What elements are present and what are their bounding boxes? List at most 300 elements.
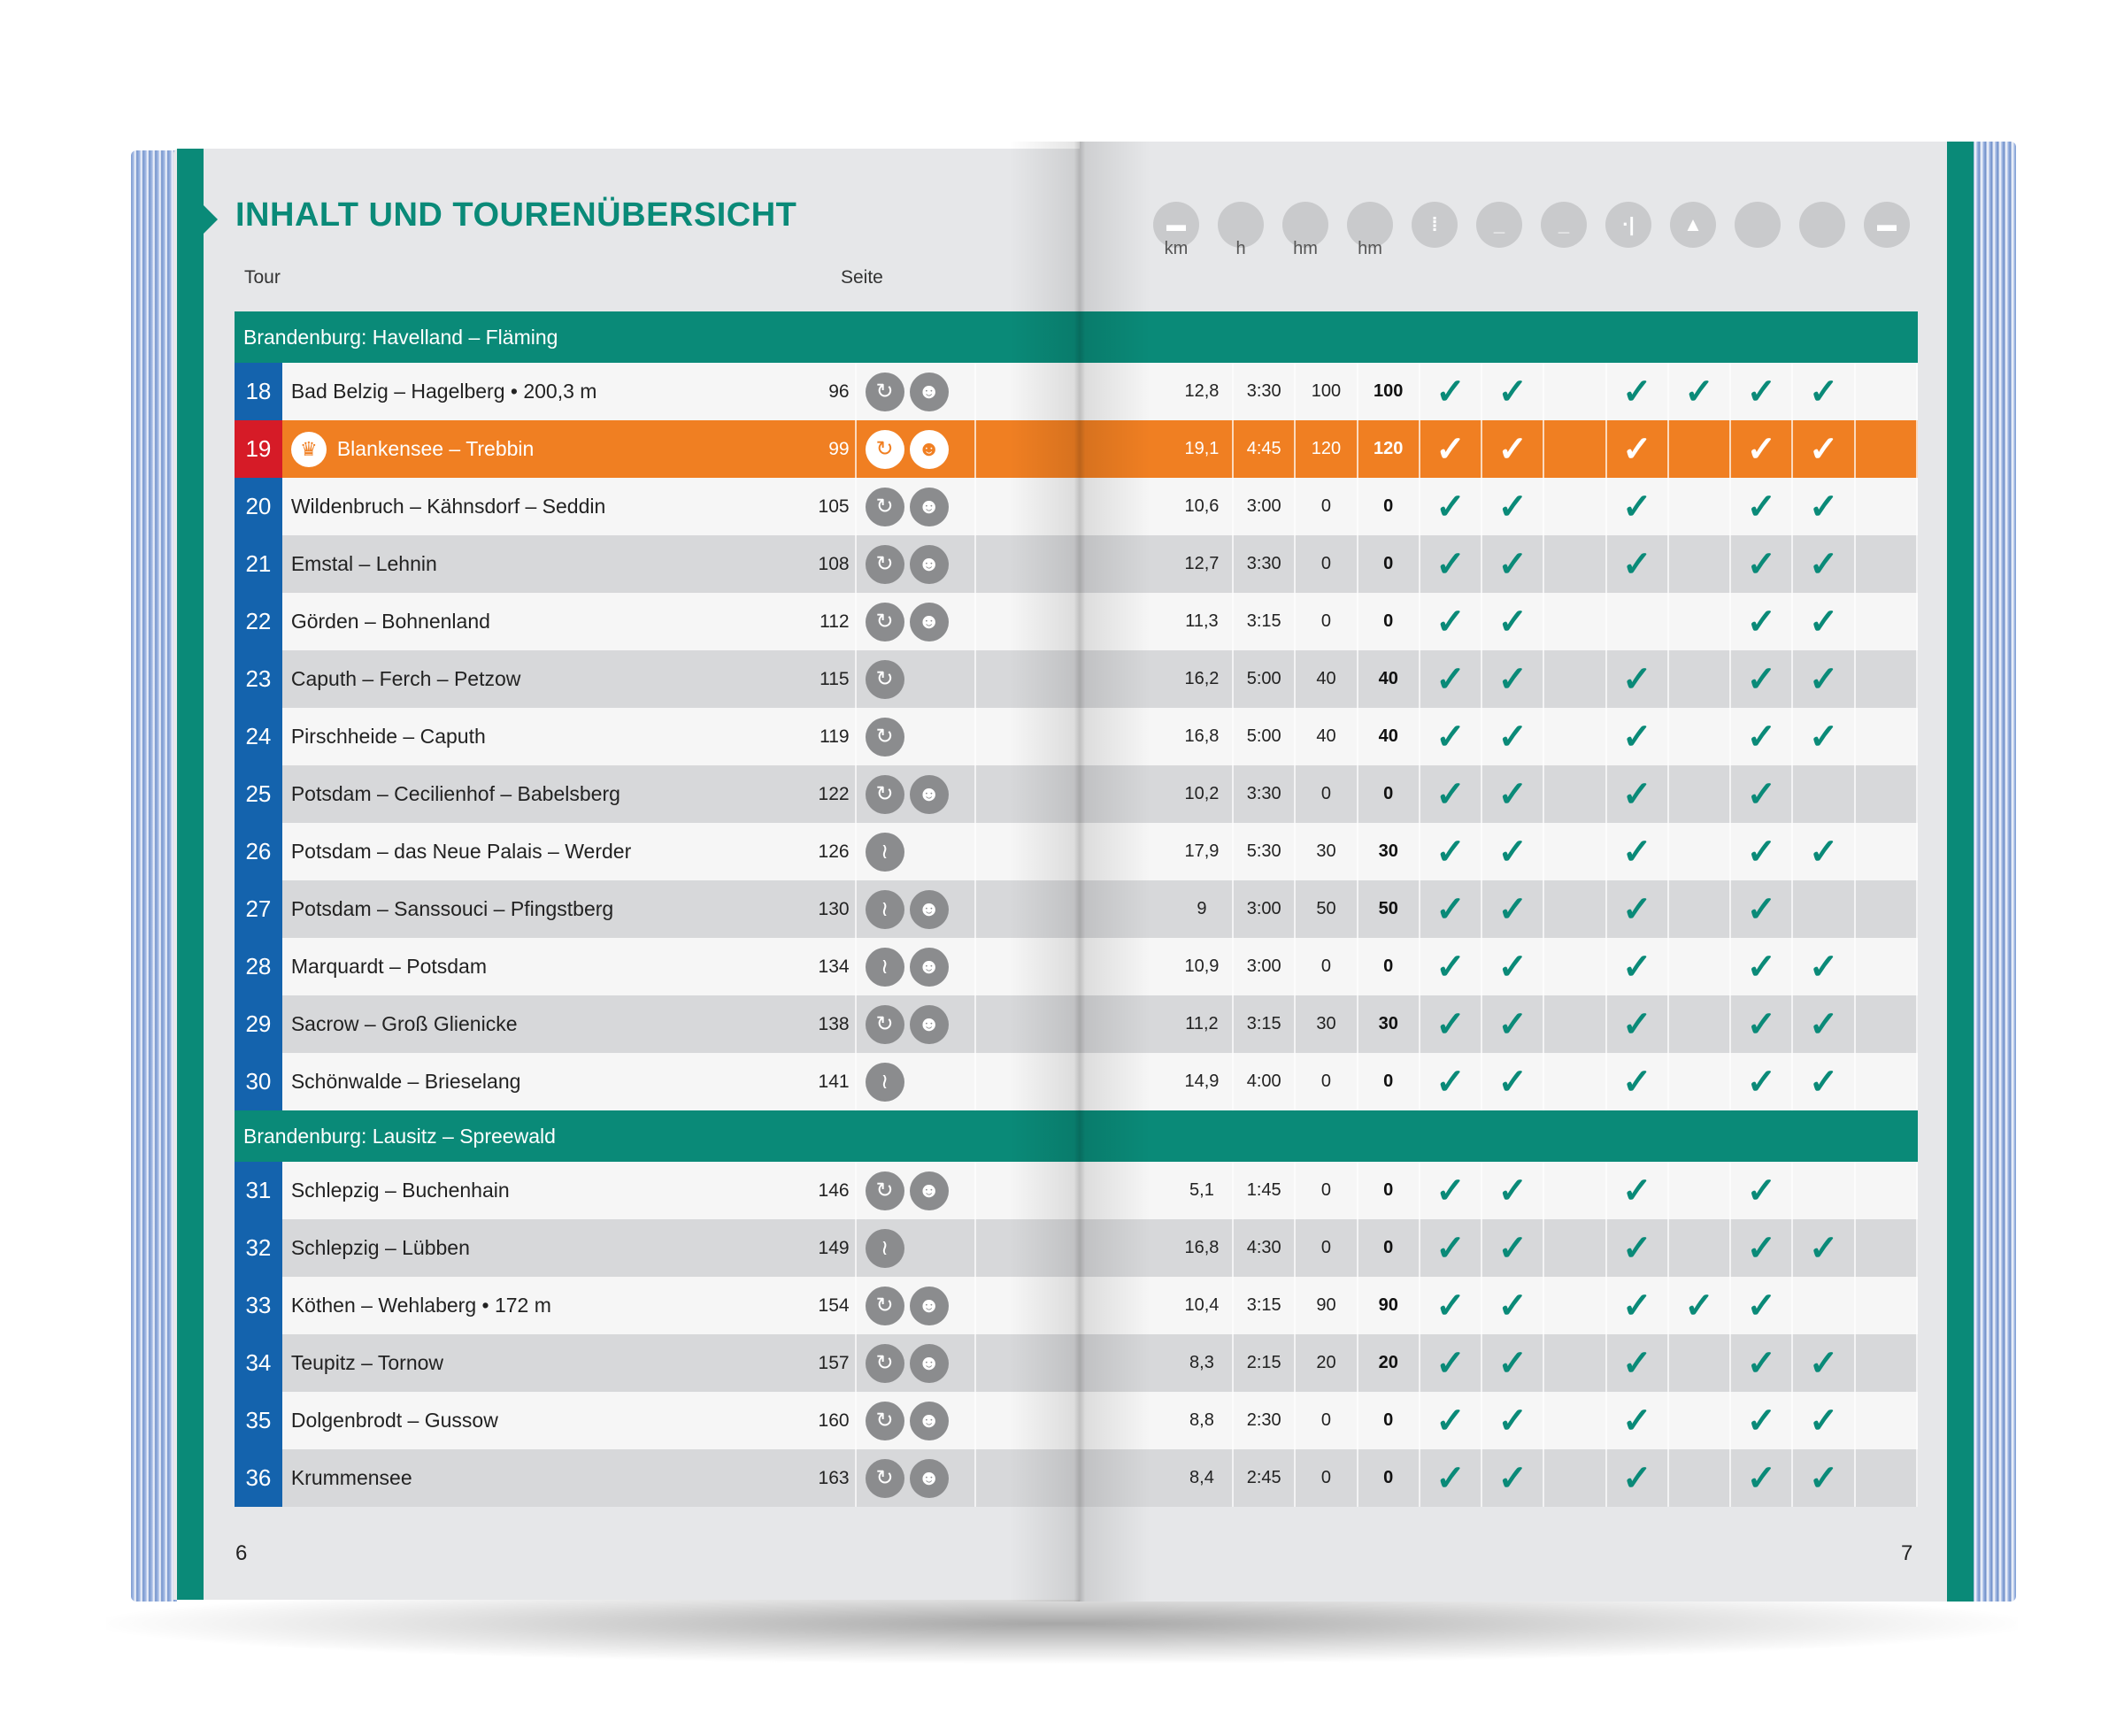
check-mark-icon: ✓ — [1420, 1162, 1482, 1219]
tour-descent: 50 — [1358, 880, 1420, 938]
tour-descent: 0 — [1358, 1053, 1420, 1110]
check-mark-icon — [1669, 708, 1731, 765]
tour-descent: 0 — [1358, 593, 1420, 650]
check-mark-icon: ✓ — [1420, 1053, 1482, 1110]
check-mark-icon: ✓ — [1482, 1053, 1544, 1110]
tour-name: Pirschheide – Caputh — [290, 725, 486, 748]
check-mark-icon — [1669, 765, 1731, 823]
tour-name: Krummensee — [290, 1466, 412, 1489]
tour-hours: 3:30 — [1234, 535, 1296, 593]
check-mark-icon — [1669, 938, 1731, 995]
tour-ascent: 100 — [1296, 363, 1358, 420]
tour-row — [235, 1449, 1918, 1507]
check-mark-icon: ✓ — [1482, 995, 1544, 1053]
circle-arrow-icon: ↻ — [866, 1402, 904, 1440]
gutter-spacer — [976, 535, 1172, 593]
tour-hours: 5:30 — [1234, 823, 1296, 880]
circle-arrow-icon: ↻ — [866, 1005, 904, 1044]
tour-number: 26 — [235, 823, 282, 880]
tour-hours: 2:30 — [1234, 1392, 1296, 1449]
tour-ascent: 0 — [1296, 535, 1358, 593]
check-mark-icon: ✓ — [1482, 478, 1544, 535]
tour-name-cell — [282, 1334, 815, 1392]
tour-km: 10,2 — [1172, 765, 1234, 823]
check-mark-icon: ✓ — [1607, 995, 1669, 1053]
tour-name-cell — [282, 938, 815, 995]
check-mark-icon — [1793, 1162, 1855, 1219]
tour-km: 12,7 — [1172, 535, 1234, 593]
tour-ascent: 40 — [1296, 650, 1358, 708]
check-mark-icon: ✓ — [1607, 708, 1669, 765]
tour-name: Potsdam – das Neue Palais – Werder — [290, 840, 632, 863]
tour-row — [235, 650, 1918, 708]
tour-name-cell — [282, 708, 815, 765]
check-mark-icon: ✓ — [1482, 363, 1544, 420]
tour-km: 11,3 — [1172, 593, 1234, 650]
check-mark-icon — [1669, 1162, 1731, 1219]
tour-page: 126 — [815, 823, 856, 880]
circle-arrow-icon: ↻ — [866, 488, 904, 526]
wave-line-icon: ≀ — [866, 890, 904, 929]
tour-number: 30 — [235, 1053, 282, 1110]
check-mark-icon: ✓ — [1482, 1334, 1544, 1392]
column-header-seite: Seite — [841, 267, 883, 288]
tour-symbols — [857, 593, 976, 650]
check-mark-icon: ✓ — [1420, 995, 1482, 1053]
check-mark-icon — [1856, 880, 1918, 938]
tour-ascent: 0 — [1296, 478, 1358, 535]
check-mark-icon: ✓ — [1731, 1277, 1793, 1334]
distance-icon: ▬ — [1153, 202, 1199, 248]
tour-ascent: 0 — [1296, 765, 1358, 823]
tour-name: Marquardt – Potsdam — [290, 955, 488, 978]
tour-descent: 0 — [1358, 535, 1420, 593]
tour-ascent: 50 — [1296, 880, 1358, 938]
tour-name: Köthen – Wehlaberg • 172 m — [290, 1294, 551, 1317]
wave-line-icon: ≀ — [866, 1229, 904, 1268]
tour-km: 10,4 — [1172, 1277, 1234, 1334]
check-mark-icon — [1856, 708, 1918, 765]
trail-sign-icon: ⁞ — [1412, 202, 1458, 248]
tour-hours: 3:00 — [1234, 478, 1296, 535]
check-mark-icon — [1856, 593, 1918, 650]
bear-icon: ☻ — [910, 545, 949, 584]
gutter-spacer — [976, 1334, 1172, 1392]
tour-name-cell — [282, 1392, 815, 1449]
check-mark-icon — [1856, 1162, 1918, 1219]
gutter-spacer — [976, 938, 1172, 995]
check-mark-icon: ✓ — [1607, 823, 1669, 880]
bear-icon: ☻ — [910, 775, 949, 814]
tour-descent: 90 — [1358, 1277, 1420, 1334]
tour-page: 96 — [815, 363, 856, 420]
check-mark-icon — [1544, 1162, 1606, 1219]
tour-km: 10,9 — [1172, 938, 1234, 995]
bear-icon: ☻ — [910, 430, 949, 469]
check-mark-icon: ✓ — [1793, 535, 1855, 593]
check-mark-icon: ✓ — [1482, 650, 1544, 708]
check-mark-icon — [1544, 593, 1606, 650]
tour-number: 34 — [235, 1334, 282, 1392]
check-mark-icon: ✓ — [1482, 1449, 1544, 1507]
check-mark-icon — [1669, 1053, 1731, 1110]
check-mark-icon — [1669, 650, 1731, 708]
tour-hours: 4:45 — [1234, 420, 1296, 478]
check-mark-icon: ✓ — [1731, 1449, 1793, 1507]
check-mark-icon: ✓ — [1607, 650, 1669, 708]
section-header: Brandenburg: Havelland – Fläming — [235, 311, 1918, 363]
check-mark-icon: ✓ — [1731, 1162, 1793, 1219]
check-mark-icon: ✓ — [1731, 650, 1793, 708]
gutter-spacer — [976, 1449, 1172, 1507]
tour-row — [235, 823, 1918, 880]
tour-row — [235, 1162, 1918, 1219]
tour-ascent: 120 — [1296, 420, 1358, 478]
tour-name: Schlepzig – Buchenhain — [290, 1179, 510, 1202]
check-mark-icon: ✓ — [1793, 708, 1855, 765]
check-mark-icon: ✓ — [1607, 1334, 1669, 1392]
bear-icon: ☻ — [910, 1287, 949, 1325]
tour-descent: 40 — [1358, 650, 1420, 708]
check-mark-icon — [1856, 938, 1918, 995]
tour-page: 160 — [815, 1392, 856, 1449]
check-mark-icon — [1669, 535, 1731, 593]
check-mark-icon: ✓ — [1482, 708, 1544, 765]
check-mark-icon — [1856, 420, 1918, 478]
check-mark-icon: ✓ — [1420, 823, 1482, 880]
tour-name: Wildenbruch – Kähnsdorf – Seddin — [290, 495, 606, 518]
tour-ascent: 0 — [1296, 1219, 1358, 1277]
bear-icon: ☻ — [910, 1459, 949, 1498]
tour-row — [235, 1053, 1918, 1110]
gutter-spacer — [976, 880, 1172, 938]
tour-ascent: 40 — [1296, 708, 1358, 765]
check-mark-icon: ✓ — [1793, 478, 1855, 535]
tour-descent: 0 — [1358, 478, 1420, 535]
bear-icon: ☻ — [910, 603, 949, 641]
tour-name: Görden – Bohnenland — [290, 610, 490, 633]
tour-page: 119 — [815, 708, 856, 765]
tour-name-cell — [282, 995, 815, 1053]
tour-name-cell — [282, 1449, 815, 1507]
check-mark-icon: ✓ — [1420, 708, 1482, 765]
tour-ascent: 90 — [1296, 1277, 1358, 1334]
check-mark-icon: ✓ — [1793, 1219, 1855, 1277]
check-mark-icon: ✓ — [1420, 420, 1482, 478]
bathing-icon — [1799, 202, 1845, 248]
gutter-spacer — [976, 650, 1172, 708]
tour-descent: 30 — [1358, 823, 1420, 880]
tour-hours: 2:15 — [1234, 1334, 1296, 1392]
tour-hours: 3:00 — [1234, 880, 1296, 938]
tour-number: 29 — [235, 995, 282, 1053]
tour-descent: 0 — [1358, 1162, 1420, 1219]
tour-number: 25 — [235, 765, 282, 823]
tour-hours: 3:15 — [1234, 995, 1296, 1053]
check-mark-icon: ✓ — [1607, 765, 1669, 823]
page-edges-left — [131, 150, 177, 1602]
tour-number: 22 — [235, 593, 282, 650]
check-mark-icon: ✓ — [1482, 1162, 1544, 1219]
check-mark-icon: ✓ — [1793, 1334, 1855, 1392]
check-mark-icon: ✓ — [1793, 938, 1855, 995]
check-mark-icon: ✓ — [1669, 363, 1731, 420]
check-mark-icon: ✓ — [1482, 765, 1544, 823]
tour-row — [235, 593, 1918, 650]
circle-arrow-icon: ↻ — [866, 603, 904, 641]
check-mark-icon — [1544, 650, 1606, 708]
tour-descent: 0 — [1358, 1392, 1420, 1449]
tour-symbols — [857, 880, 976, 938]
check-mark-icon — [1856, 995, 1918, 1053]
tour-page: 122 — [815, 765, 856, 823]
check-mark-icon: ✓ — [1731, 938, 1793, 995]
tour-name: Schönwalde – Brieselang — [290, 1070, 521, 1093]
tour-row — [235, 1219, 1918, 1277]
check-mark-icon: ✓ — [1731, 995, 1793, 1053]
check-mark-icon: ✓ — [1420, 1277, 1482, 1334]
check-mark-icon — [1856, 1334, 1918, 1392]
tour-name: Emstal – Lehnin — [290, 552, 437, 575]
tour-name-cell — [282, 593, 815, 650]
check-mark-icon: ✓ — [1420, 478, 1482, 535]
check-mark-icon — [1856, 1392, 1918, 1449]
tour-descent: 40 — [1358, 708, 1420, 765]
check-mark-icon: ✓ — [1731, 478, 1793, 535]
check-mark-icon — [1669, 823, 1731, 880]
restaurant-icon — [1735, 202, 1781, 248]
check-mark-icon — [1544, 1334, 1606, 1392]
tour-page: 112 — [815, 593, 856, 650]
check-mark-icon: ✓ — [1731, 1392, 1793, 1449]
tour-descent: 0 — [1358, 1449, 1420, 1507]
tour-hours: 5:00 — [1234, 650, 1296, 708]
gutter-spacer — [976, 420, 1172, 478]
tour-row — [235, 708, 1918, 765]
check-mark-icon: ✓ — [1793, 995, 1855, 1053]
check-mark-icon: ✓ — [1420, 535, 1482, 593]
tour-km: 14,9 — [1172, 1053, 1234, 1110]
bear-icon: ☻ — [910, 1344, 949, 1383]
check-mark-icon — [1544, 823, 1606, 880]
tour-number: 35 — [235, 1392, 282, 1449]
tour-descent: 30 — [1358, 995, 1420, 1053]
check-mark-icon: ✓ — [1731, 823, 1793, 880]
tour-symbols — [857, 1277, 976, 1334]
tour-row — [235, 478, 1918, 535]
tour-number: 28 — [235, 938, 282, 995]
check-mark-icon: ✓ — [1607, 1053, 1669, 1110]
check-mark-icon: ✓ — [1420, 1334, 1482, 1392]
header-label-hm-descent: hm — [1358, 239, 1382, 258]
tour-hours: 3:15 — [1234, 593, 1296, 650]
tour-km: 8,3 — [1172, 1334, 1234, 1392]
tour-name: Potsdam – Cecilienhof – Babelsberg — [290, 782, 620, 805]
circle-arrow-icon: ↻ — [866, 1171, 904, 1210]
tour-number: 24 — [235, 708, 282, 765]
tour-row — [235, 880, 1918, 938]
check-mark-icon — [1544, 765, 1606, 823]
tour-page: 130 — [815, 880, 856, 938]
check-mark-icon: ✓ — [1793, 593, 1855, 650]
check-mark-icon — [1856, 823, 1918, 880]
tour-row — [235, 535, 1918, 593]
check-mark-icon: ✓ — [1482, 593, 1544, 650]
tour-km: 11,2 — [1172, 995, 1234, 1053]
tour-ascent: 20 — [1296, 1334, 1358, 1392]
tour-overview-table — [235, 311, 1918, 1507]
tour-hours: 3:30 — [1234, 363, 1296, 420]
wave-line-icon: ≀ — [866, 1063, 904, 1102]
path-icon: _ — [1476, 202, 1522, 248]
tour-km: 16,8 — [1172, 708, 1234, 765]
check-mark-icon — [1544, 363, 1606, 420]
tour-name-cell — [282, 363, 815, 420]
tour-ascent: 30 — [1296, 823, 1358, 880]
check-mark-icon: ✓ — [1420, 938, 1482, 995]
gutter-spacer — [976, 708, 1172, 765]
tour-symbols — [857, 1392, 976, 1449]
tour-row — [235, 1277, 1918, 1334]
tour-page: 138 — [815, 995, 856, 1053]
check-mark-icon: ✓ — [1793, 650, 1855, 708]
tour-name-cell — [282, 1162, 815, 1219]
tour-name: Schlepzig – Lübben — [290, 1236, 470, 1259]
check-mark-icon — [1544, 938, 1606, 995]
circle-arrow-icon: ↻ — [866, 718, 904, 757]
check-mark-icon: ✓ — [1731, 535, 1793, 593]
check-mark-icon — [1669, 420, 1731, 478]
page-number-right: 7 — [1901, 1541, 1913, 1565]
gutter-spacer — [976, 363, 1172, 420]
wave-line-icon: ≀ — [866, 833, 904, 872]
header-label-hm-ascent: hm — [1293, 239, 1318, 258]
tour-symbols — [857, 995, 976, 1053]
check-mark-icon: ✓ — [1482, 1277, 1544, 1334]
check-mark-icon: ✓ — [1420, 1219, 1482, 1277]
tour-km: 12,8 — [1172, 363, 1234, 420]
check-mark-icon — [1544, 708, 1606, 765]
check-mark-icon — [1669, 1392, 1731, 1449]
circle-arrow-icon: ↻ — [866, 430, 904, 469]
check-mark-icon: ✓ — [1420, 1449, 1482, 1507]
check-mark-icon — [1544, 1392, 1606, 1449]
check-mark-icon: ✓ — [1607, 1277, 1669, 1334]
tour-number: 21 — [235, 535, 282, 593]
tour-ascent: 0 — [1296, 1162, 1358, 1219]
circle-arrow-icon: ↻ — [866, 1344, 904, 1383]
tour-symbols — [857, 478, 976, 535]
tour-name-cell — [282, 420, 815, 478]
tour-ascent: 0 — [1296, 593, 1358, 650]
check-mark-icon — [1544, 1219, 1606, 1277]
gutter-spacer — [976, 1219, 1172, 1277]
check-mark-icon: ✓ — [1482, 420, 1544, 478]
check-mark-icon: ✓ — [1420, 363, 1482, 420]
check-mark-icon — [1669, 593, 1731, 650]
gutter-spacer — [976, 765, 1172, 823]
circle-arrow-icon: ↻ — [866, 1459, 904, 1498]
tour-hours: 3:15 — [1234, 1277, 1296, 1334]
tour-km: 16,2 — [1172, 650, 1234, 708]
tour-name-cell — [282, 1219, 815, 1277]
check-mark-icon: ✓ — [1731, 1053, 1793, 1110]
page-title: INHALT UND TOURENÜBERSICHT — [235, 196, 797, 234]
check-mark-icon — [1793, 765, 1855, 823]
check-mark-icon: ✓ — [1793, 420, 1855, 478]
tour-name: Blankensee – Trebbin — [336, 437, 535, 460]
page-edges-right — [1966, 142, 2016, 1602]
check-mark-icon — [1669, 478, 1731, 535]
check-mark-icon: ✓ — [1731, 1219, 1793, 1277]
check-mark-icon: ✓ — [1420, 1392, 1482, 1449]
tour-name-cell — [282, 880, 815, 938]
tour-page: 99 — [815, 420, 856, 478]
check-mark-icon — [1856, 650, 1918, 708]
tour-page: 115 — [815, 650, 856, 708]
tour-page: 146 — [815, 1162, 856, 1219]
tour-name-cell — [282, 535, 815, 593]
tour-row — [235, 765, 1918, 823]
circle-arrow-icon: ↻ — [866, 545, 904, 584]
tour-ascent: 0 — [1296, 1392, 1358, 1449]
check-mark-icon: ✓ — [1607, 1162, 1669, 1219]
bus-stop-icon: ·| — [1605, 202, 1651, 248]
gutter-spacer — [976, 1277, 1172, 1334]
header-label-h: h — [1235, 239, 1246, 258]
check-mark-icon — [1856, 363, 1918, 420]
check-mark-icon — [1607, 593, 1669, 650]
tour-symbols — [857, 1053, 976, 1110]
tour-descent: 100 — [1358, 363, 1420, 420]
bear-icon: ☻ — [910, 890, 949, 929]
check-mark-icon: ✓ — [1793, 1449, 1855, 1507]
tour-number: 19 — [235, 420, 282, 478]
tour-ascent: 0 — [1296, 1449, 1358, 1507]
tour-number: 27 — [235, 880, 282, 938]
gutter-spacer — [976, 1392, 1172, 1449]
check-mark-icon — [1856, 765, 1918, 823]
check-mark-icon: ✓ — [1607, 420, 1669, 478]
check-mark-icon — [1544, 535, 1606, 593]
gutter-spacer — [976, 478, 1172, 535]
bear-icon: ☻ — [910, 1171, 949, 1210]
check-mark-icon: ✓ — [1607, 1392, 1669, 1449]
check-mark-icon: ✓ — [1420, 765, 1482, 823]
tour-hours: 3:30 — [1234, 765, 1296, 823]
check-mark-icon: ✓ — [1731, 880, 1793, 938]
right-page-color-bar — [1947, 142, 1974, 1602]
tour-row — [235, 363, 1918, 420]
check-mark-icon: ✓ — [1793, 823, 1855, 880]
tour-number: 32 — [235, 1219, 282, 1277]
tour-hours: 1:45 — [1234, 1162, 1296, 1219]
hut-icon: ▬ — [1864, 202, 1910, 248]
check-mark-icon — [1544, 995, 1606, 1053]
tour-name-cell — [282, 1053, 815, 1110]
gutter-spacer — [976, 593, 1172, 650]
check-mark-icon: ✓ — [1482, 880, 1544, 938]
check-mark-icon: ✓ — [1420, 650, 1482, 708]
tour-name: Bad Belzig – Hagelberg • 200,3 m — [290, 380, 597, 403]
check-mark-icon: ✓ — [1669, 1277, 1731, 1334]
road-icon: _ — [1541, 202, 1587, 248]
tour-descent: 120 — [1358, 420, 1420, 478]
tour-symbols — [857, 938, 976, 995]
check-mark-icon: ✓ — [1482, 1219, 1544, 1277]
left-page-color-bar — [177, 149, 204, 1600]
tour-hours: 2:45 — [1234, 1449, 1296, 1507]
